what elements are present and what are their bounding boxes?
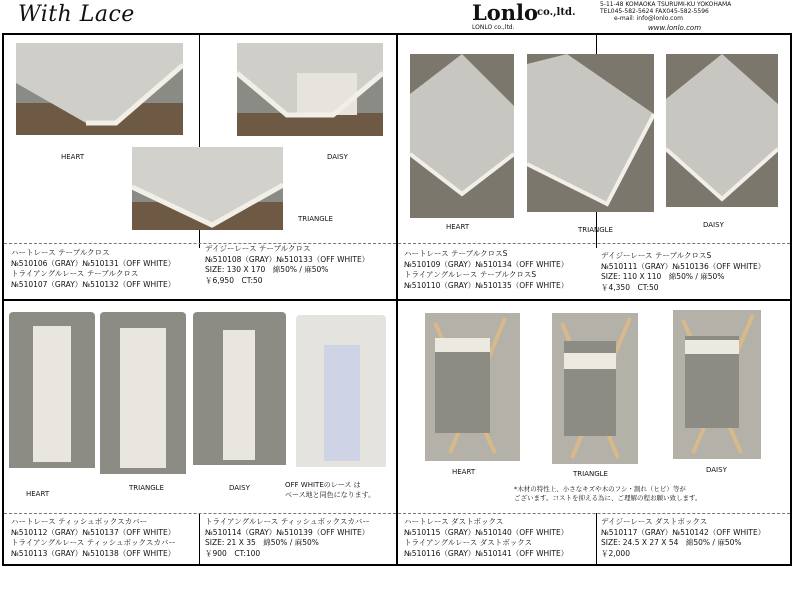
tb-left-desc: [11, 517, 176, 559]
tc-daisy-label: DAISY: [327, 153, 348, 161]
tc-right-desc: [205, 244, 369, 286]
db-left-line-1: ハートレース ダストボックス: [404, 517, 504, 526]
tissue-cover-daisy-photo: [193, 312, 286, 465]
db-note-line-1: *木材の特性上、小さなキズや木のフシ・割れ（ヒビ）等が: [514, 485, 686, 493]
tb-note: [285, 480, 375, 500]
tb-left-line-4: №510113（GRAY）№510138（OFF WHITE）: [11, 548, 176, 558]
db-left-line-4: №510116（GRAY）№510141（OFF WHITE）: [404, 548, 569, 558]
tb-note-line-2: ベース地と同色になります。: [285, 491, 376, 499]
tablecloth-s-heart-photo: [410, 54, 514, 218]
tc-left-line-4: №510107（GRAY）№510132（OFF WHITE）: [11, 279, 176, 289]
tc-left-line-2: №510106（GRAY）№510131（OFF WHITE）: [11, 258, 176, 268]
tcs-left-line-1: ハートレース テーブルクロスS: [404, 249, 508, 258]
db-note: [514, 485, 701, 503]
tcs-left-desc: [404, 249, 568, 291]
tb-daisy-label: DAISY: [229, 484, 250, 492]
tb-note-line-1: OFF WHITEのレース は: [285, 481, 361, 489]
tcs-right-line-4: ￥4,350 CT:50: [601, 282, 659, 292]
tablecloth-daisy-photo: [237, 43, 383, 136]
tb-right-line-3: SIZE: 21 X 35 綿50% / 麻50%: [205, 538, 319, 547]
db-heart-label: HEART: [452, 468, 476, 476]
company-tel-fax: TEL045-582-5624 FAX045-582-5596: [600, 8, 709, 15]
company-name: LONLO co.,ltd.: [472, 24, 515, 31]
db-right-line-4: ￥2,000: [601, 548, 630, 558]
tb-right-line-1: トライアングルレース ティッシュボックスカバー: [205, 517, 370, 526]
tb-left-line-3: トライアングルレース ティッシュボックスカバー: [11, 538, 176, 547]
tablecloth-heart-photo: [16, 43, 183, 135]
tablecloth-triangle-photo: [132, 147, 283, 230]
tissue-cover-offwhite-photo: [296, 315, 386, 467]
tcs-left-line-3: トライアングルレース テーブルクロスS: [404, 270, 537, 279]
tcs-dash: [398, 243, 790, 244]
db-note-line-2: ございます。コストを抑える為に、ご理解の程お願い致します。: [514, 494, 702, 502]
tcs-right-desc: [601, 251, 765, 293]
db-triangle-label: TRIANGLE: [573, 470, 608, 478]
tc-left-line-3: トライアングルレース テーブルクロス: [11, 269, 139, 278]
db-dash: [398, 513, 790, 514]
db-left-desc: [404, 517, 568, 559]
tc-heart-label: HEART: [61, 153, 85, 161]
tb-right-line-2: №510114（GRAY）№510139（OFF WHITE）: [205, 527, 370, 537]
brand-script-title: With Lace: [18, 2, 135, 27]
tc-left-desc: [11, 248, 175, 290]
tb-triangle-label: TRIANGLE: [129, 484, 164, 492]
dustbox-triangle-photo: [552, 313, 638, 464]
dustbox-daisy-photo: [673, 310, 761, 459]
company-email: e-mail: info@lonlo.com: [614, 15, 683, 22]
company-logo: Lonlo: [472, 0, 539, 25]
tissue-cover-triangle-photo: [100, 312, 186, 474]
tc-right-line-1: デイジーレース テーブルクロス: [205, 244, 311, 253]
tb-heart-label: HEART: [26, 490, 50, 498]
tcs-triangle-label: TRIANGLE: [578, 226, 613, 234]
db-left-line-3: トライアングルレース ダストボックス: [404, 538, 533, 547]
tablecloth-s-triangle-photo: [527, 54, 654, 212]
db-right-line-2: №510117（GRAY）№510142（OFF WHITE）: [601, 527, 766, 537]
tablecloth-s-daisy-photo: [666, 54, 778, 207]
tc-right-line-3: SIZE: 130 X 170 綿50% / 麻50%: [205, 265, 329, 274]
tc-right-line-4: ￥6,950 CT:50: [205, 275, 263, 285]
tcs-right-line-2: №510111（GRAY）№510136（OFF WHITE）: [601, 261, 766, 271]
tcs-daisy-label: DAISY: [703, 221, 724, 229]
tcs-right-line-3: SIZE: 110 X 110 綿50% / 麻50%: [601, 272, 725, 281]
tb-left-line-2: №510112（GRAY）№510137（OFF WHITE）: [11, 527, 176, 537]
tb-divider: [199, 513, 200, 565]
db-left-line-2: №510115（GRAY）№510140（OFF WHITE）: [404, 527, 569, 537]
db-divider: [596, 513, 597, 565]
company-address: 5-11-48 KOMAOKA TSURUMI-KU YOKOHAMA: [600, 1, 732, 8]
tb-dash: [4, 513, 396, 514]
tc-left-line-1: ハートレース テーブルクロス: [11, 248, 110, 257]
tb-right-desc: [205, 517, 370, 559]
dustbox-heart-photo: [425, 313, 520, 461]
tc-right-line-2: №510108（GRAY）№510133（OFF WHITE）: [205, 254, 370, 264]
company-website: www.lonlo.com: [648, 24, 702, 32]
db-right-line-1: デイジーレース ダストボックス: [601, 517, 708, 526]
frame-center: [396, 33, 398, 566]
db-daisy-label: DAISY: [706, 466, 727, 474]
tcs-left-line-2: №510109（GRAY）№510134（OFF WHITE）: [404, 259, 569, 269]
db-right-desc: [601, 517, 765, 559]
tcs-right-line-1: デイジーレース テーブルクロスS: [601, 251, 712, 260]
tcs-left-line-4: №510110（GRAY）№510135（OFF WHITE）: [404, 280, 569, 290]
tb-left-line-1: ハートレース ティッシュボックスカバー: [11, 517, 148, 526]
db-right-line-3: SIZE: 24.5 X 27 X 54 綿50% / 麻50%: [601, 538, 742, 547]
tissue-cover-heart-photo: [9, 312, 95, 468]
tb-right-line-4: ￥900 CT:100: [205, 548, 261, 558]
tc-triangle-label: TRIANGLE: [298, 215, 333, 223]
company-logo-suffix: co.,ltd.: [537, 7, 576, 18]
tcs-heart-label: HEART: [446, 223, 470, 231]
